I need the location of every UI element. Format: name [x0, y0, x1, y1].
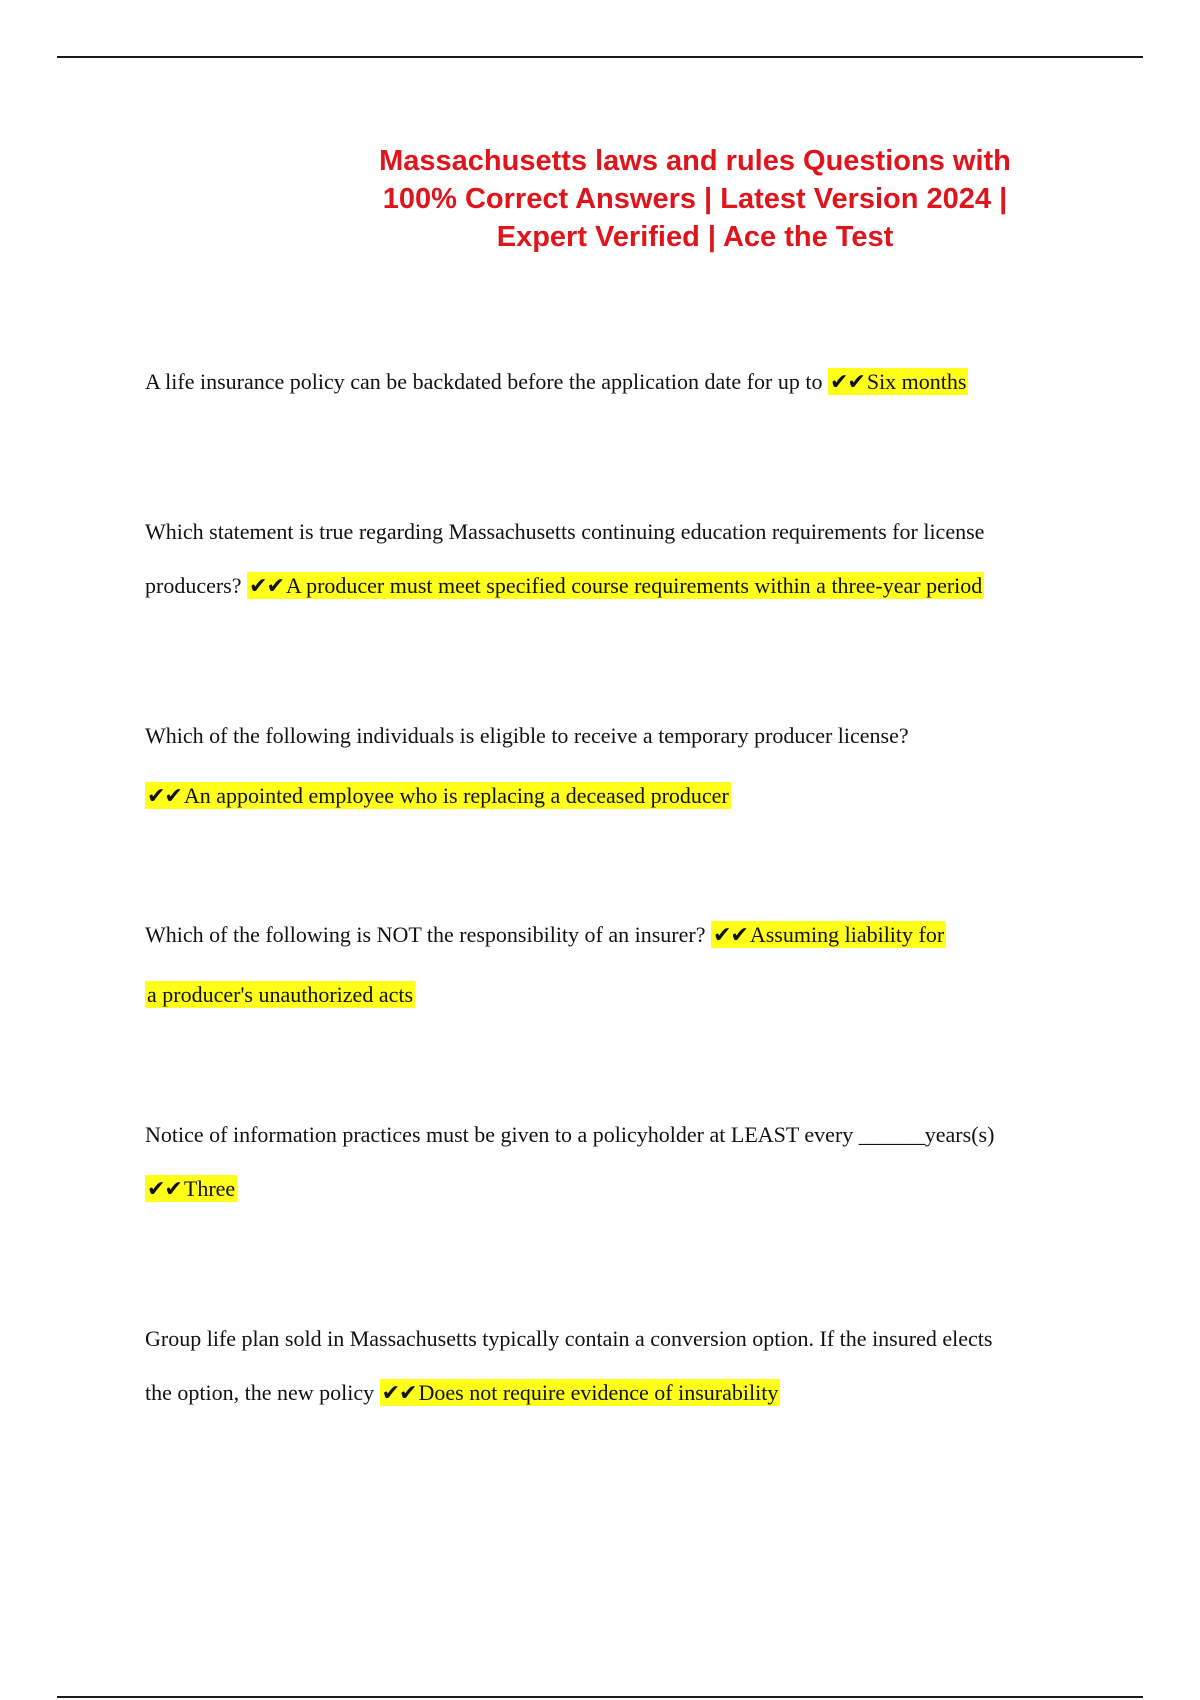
- question-text: Which of the following individuals is eligible to receive a temporary producer license?: [145, 723, 909, 748]
- question-text: Which of the following is NOT the responsibility of an insurer?: [145, 922, 706, 947]
- answer-highlight: a producer's unauthorized acts: [147, 982, 414, 1007]
- check-icon: ✔✔: [147, 1176, 182, 1201]
- question-text: Group life plan sold in Massachusetts typically contain a conversion option. If the insured elects: [145, 1326, 993, 1351]
- check-icon: ✔✔: [147, 783, 182, 808]
- document-title: [300, 142, 1090, 256]
- title-line: Expert Verified | Ace the Test: [496, 221, 894, 253]
- qa-line: [145, 920, 1075, 950]
- qa-item-6: [145, 1324, 1075, 1408]
- answer-text: Six months: [866, 369, 967, 394]
- question-text: producers?: [145, 573, 242, 598]
- answer-text: Assuming liability for: [749, 922, 945, 947]
- answer-text: A producer must meet specified course requirements within a three-year period: [285, 573, 983, 598]
- question-text: A life insurance policy can be backdated before the application date for up to: [145, 369, 823, 394]
- qa-item-4: [145, 920, 1075, 1010]
- qa-line: [145, 781, 1075, 811]
- qa-item-3: [145, 721, 1075, 811]
- question-text: Which statement is true regarding Massachusetts continuing education requirements for license: [145, 519, 985, 544]
- qa-item-2: [145, 517, 1075, 601]
- bottom-rule: [57, 1696, 1143, 1698]
- qa-item-1: [145, 367, 1075, 397]
- answer-highlight: [145, 1175, 237, 1202]
- qa-line: [145, 980, 1075, 1010]
- check-icon: ✔✔: [712, 922, 748, 947]
- qa-item-5: [145, 1120, 1075, 1204]
- title-line: 100% Correct Answers | Latest Version 2024 |: [382, 183, 1008, 215]
- qa-line: [145, 1378, 1075, 1408]
- answer-text: An appointed employee who is replacing a deceased producer: [183, 783, 729, 808]
- answer-highlight: [828, 368, 969, 395]
- check-icon: ✔✔: [381, 1380, 417, 1405]
- answer-highlight: [145, 782, 731, 809]
- answer-highlight: [247, 572, 984, 599]
- answer-text: Three: [183, 1176, 236, 1201]
- answer-text: Does not require evidence of insurability: [418, 1380, 779, 1405]
- qa-line: [145, 367, 1075, 397]
- check-icon: ✔✔: [249, 573, 284, 598]
- answer-highlight: [380, 1379, 781, 1406]
- qa-line: [145, 1174, 1075, 1204]
- title-line: Massachusetts laws and rules Questions with: [379, 145, 1011, 177]
- question-text: Notice of information practices must be given to a policyholder at LEAST every ______years(s): [145, 1122, 995, 1147]
- answer-highlight: [711, 921, 946, 948]
- top-rule: [57, 56, 1143, 58]
- check-icon: ✔✔: [829, 369, 865, 394]
- qa-line: [145, 571, 1075, 601]
- question-text: the option, the new policy: [145, 1380, 375, 1405]
